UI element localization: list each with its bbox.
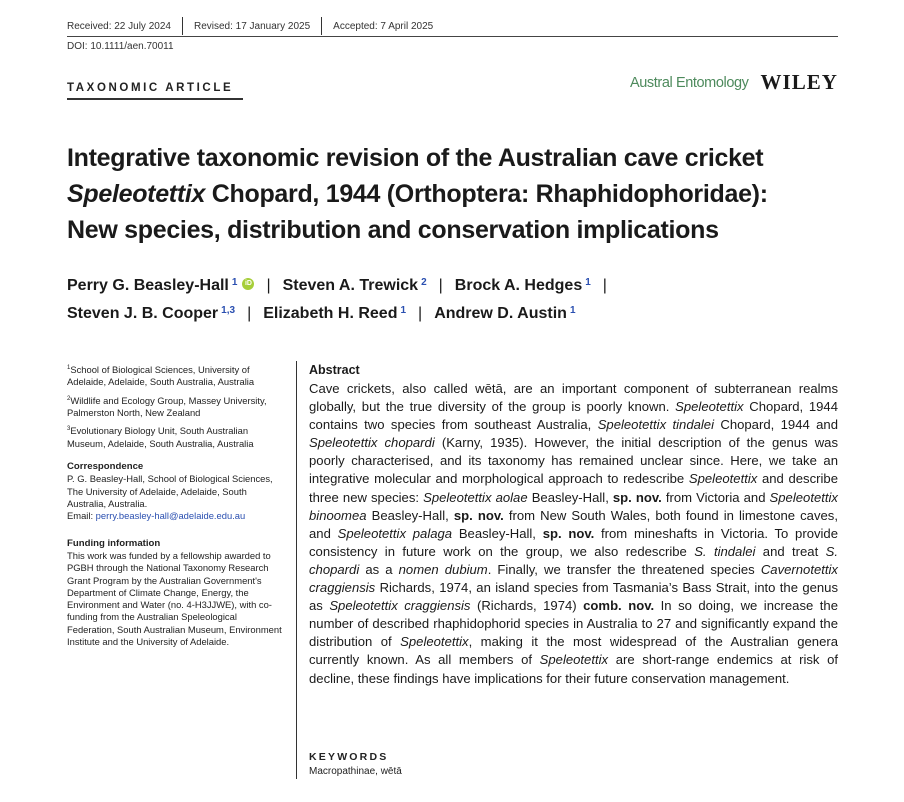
abstract-segment: sp. nov.	[453, 507, 504, 523]
funding-text: This work was funded by a fellowship awarded to PGBH through the National Taxonomy Research Grant Program by the Australian Government's Department of Climate Change, Energy, the Environment and Water (no. 4-H3JJWE), with co-funding from the Australian Speleological Federation, South Australian Museum, Environment Institute and the University of Adelaide.	[67, 549, 282, 648]
abstract-segment: as a	[359, 561, 399, 577]
abstract-segment: Speleotettix palaga	[337, 525, 453, 541]
title-line-3: New species, distribution and conservation implications	[67, 216, 719, 244]
abstract-segment: Speleotettix	[675, 399, 744, 415]
abstract-segment: are short-range endemics at risk of decline, these findings have implications for their future conservation management.	[309, 652, 838, 686]
author-name[interactable]: Brock A. Hedges $^1$	[454, 277, 591, 294]
abstract-segment: Chopard, 1944 and	[714, 417, 838, 433]
abstract-segment: sp. nov.	[612, 489, 662, 505]
abstract-segment: and treat	[755, 543, 826, 559]
abstract-segment: and describe three new species:	[309, 471, 838, 505]
abstract-segment: Beasley-Hall,	[452, 525, 543, 541]
abstract-segment: Speleotettix craggiensis	[329, 598, 471, 614]
article-type: TAXONOMIC ARTICLE	[67, 82, 234, 94]
abstract-segment: Speleotettix tindalei	[597, 417, 714, 433]
affiliation: $^1$School of Biological Sciences, University of Adelaide, Adelaide, South Australia, Australia	[67, 364, 255, 388]
received-date: Received: 22 July 2024	[67, 20, 171, 32]
abstract-segment: Speleotettix aolae	[423, 489, 528, 505]
affiliation: $^3$Evolutionary Biology Unit, South Australian Museum, Adelaide, South Australia, Australia	[67, 425, 254, 449]
sidebar-info	[67, 362, 282, 648]
divider: |	[602, 277, 607, 294]
doi[interactable]: DOI: 10.1111/aen.70011	[67, 41, 174, 52]
divider	[321, 17, 322, 35]
keywords-heading: KEYWORDS	[309, 751, 389, 763]
publisher-logo: WILEY	[760, 70, 838, 94]
abstract-segment: comb. nov.	[583, 598, 655, 614]
revised-date: Revised: 17 January 2025	[193, 20, 311, 32]
abstract-segment: In so doing, we increase the number of described rhaphidophorid species in Australia to 27 and significantly expand the distribution of	[309, 598, 838, 650]
abstract-segment: sp. nov.	[542, 525, 595, 541]
orcid-icon[interactable]: iD	[242, 278, 254, 290]
divider	[182, 17, 183, 35]
author-name[interactable]: Perry G. Beasley-Hall $^1$	[67, 277, 238, 294]
abstract-segment: from New South Wales, both found in limestone caves, and	[309, 507, 838, 541]
divider: |	[438, 277, 443, 294]
journal-name: Austral Entomology	[630, 74, 749, 91]
abstract-segment: Beasley-Hall,	[366, 507, 454, 523]
abstract-segment: Speleotettix chopardi	[309, 435, 435, 451]
authors-row-2	[67, 305, 576, 323]
author-name[interactable]: Andrew D. Austin $^1$	[434, 305, 576, 322]
abstract-segment: Cave crickets, also called wētā, are an important component of subterranean realms globally, but the true diversity of the group is poorly known.	[309, 381, 838, 415]
authors-row-1	[67, 277, 619, 295]
article-type-underline	[67, 98, 243, 100]
abstract-segment: Richards, 1974, an island species from Tasmania’s Bass Strait, into the genus as	[309, 580, 838, 614]
title-line-2	[67, 176, 847, 212]
title-line-1: Integrative taxonomic revision of the Australian cave cricket	[67, 144, 764, 172]
abstract-segment: from mineshafts in Victoria. To provide consistency in future work on the group, we also redescribe	[309, 525, 838, 559]
abstract-segment: (Karny, 1935). However, the initial description of the genus was poorly characterised, and its taxonomy has remained unclear since. Here, we take an integrative molecular and morphological approach to redescribe	[309, 435, 838, 487]
funding-heading: Funding information	[67, 537, 161, 549]
correspondence-text: P. G. Beasley-Hall, School of Biological Sciences, The University of Adelaide, Adelaide, South Australia, Australia. Email: perry.beasley-hall@adelaide.edu.au	[67, 473, 273, 522]
author-name[interactable]: Steven J. B. Cooper $^{1,3}$	[67, 305, 236, 322]
journal-brand	[630, 70, 838, 95]
genus-name: Speleotettix	[67, 180, 206, 208]
divider: |	[418, 305, 423, 322]
article-title	[67, 140, 847, 248]
abstract-segment: Cavernotettix craggiensis	[309, 561, 838, 596]
header-rule	[67, 36, 838, 37]
affiliation: $^2$Wildlife and Ecology Group, Massey University, Palmerston North, New Zealand	[67, 394, 267, 419]
divider: |	[266, 277, 271, 294]
abstract-segment: S. tindalei	[694, 543, 756, 559]
keywords: Macropathinae, wētā	[309, 766, 402, 777]
abstract-segment: nomen dubium	[398, 561, 488, 577]
divider: |	[247, 305, 252, 322]
article-history	[67, 17, 433, 35]
title-line-2-rest: Chopard, 1944 (Orthoptera: Rhaphidophoridae):	[205, 180, 768, 208]
abstract-segment: Chopard, 1944 contains two species from southeast Australia,	[309, 399, 838, 433]
abstract-segment: S. chopardi	[309, 543, 838, 577]
email-link[interactable]: perry.beasley-hall@adelaide.edu.au	[95, 510, 246, 522]
abstract-segment: Speleotettix	[688, 471, 758, 487]
accepted-date: Accepted: 7 April 2025	[333, 20, 434, 32]
abstract-segment: from Victoria and	[661, 489, 770, 505]
abstract-segment: Beasley-Hall,	[527, 489, 613, 505]
correspondence-heading: Correspondence	[67, 461, 144, 473]
author-name[interactable]: Steven A. Trewick $^2$	[282, 277, 427, 294]
abstract-segment: Speleotettix binoomea	[309, 489, 838, 523]
abstract-body	[309, 380, 838, 688]
abstract-segment: , making it the most widespread of the Australian genera currently known. As all members of	[309, 634, 838, 668]
abstract-heading: Abstract	[309, 363, 360, 377]
abstract-segment: Speleotettix	[539, 652, 609, 668]
abstract-segment: (Richards, 1974)	[470, 598, 584, 614]
author-name[interactable]: Elizabeth H. Reed $^1$	[263, 305, 407, 322]
abstract-segment: Speleotettix	[400, 634, 469, 650]
abstract-segment: . Finally, we transfer the threatened species	[487, 561, 761, 577]
column-divider	[296, 361, 297, 779]
